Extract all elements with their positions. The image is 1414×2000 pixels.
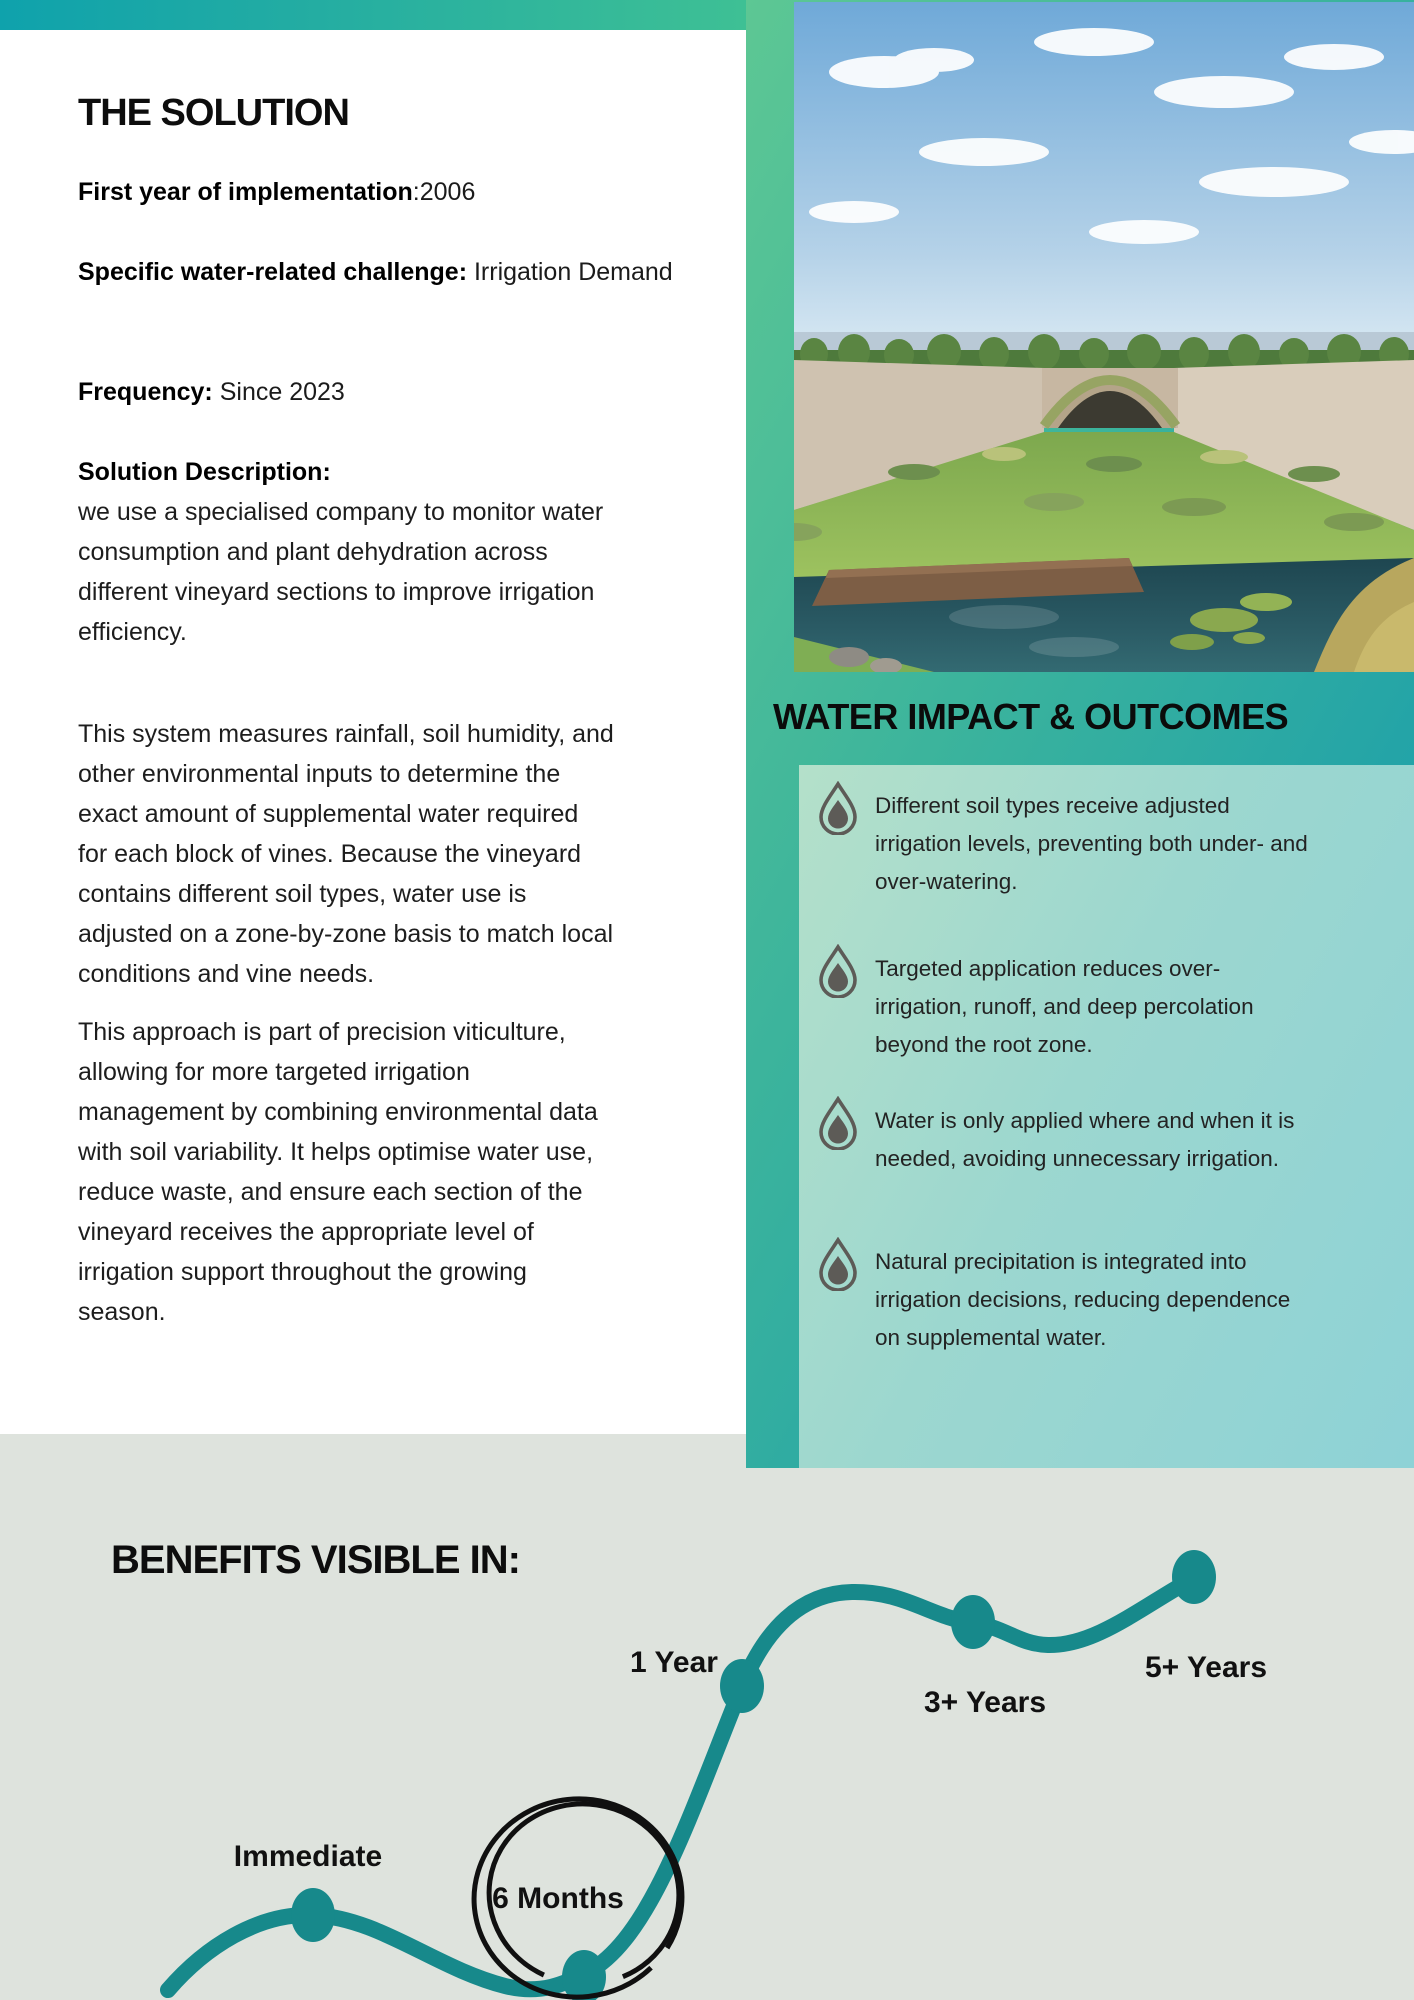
benefits-timeline — [0, 1434, 1414, 2000]
benefits-heading: BENEFITS VISIBLE IN: — [111, 1538, 520, 1582]
node-immediate — [291, 1888, 335, 1942]
impact-bullet-1 — [815, 787, 1400, 901]
impact-bullet-4 — [815, 1243, 1400, 1357]
challenge-label: Specific water-related challenge: — [78, 258, 468, 286]
challenge-value: Irrigation Demand — [467, 258, 673, 286]
first-year-label: First year of implementation — [78, 178, 413, 206]
frequency-label: Frequency: — [78, 378, 213, 406]
first-year-field — [78, 172, 723, 212]
water-drop-icon — [815, 1237, 861, 1291]
description-label: Solution Description: — [78, 458, 331, 486]
node-3-years — [951, 1595, 995, 1649]
frequency-value: Since 2023 — [212, 378, 345, 406]
water-drop-icon — [815, 1096, 861, 1150]
solution-title: THE SOLUTION — [78, 92, 349, 134]
node-5-years — [1172, 1550, 1216, 1604]
milestone-immediate: Immediate — [233, 1840, 383, 1873]
node-1-year — [720, 1659, 764, 1713]
impact-title: WATER IMPACT & OUTCOMES — [773, 696, 1289, 737]
milestone-1-year: 1 Year — [630, 1646, 718, 1679]
milestone-3-years: 3+ Years — [923, 1686, 1047, 1719]
milestone-6-months: 6 Months — [492, 1882, 624, 1915]
water-drop-icon — [815, 781, 861, 835]
impact-panel — [799, 765, 1414, 1468]
photo-arched-building — [1042, 368, 1178, 428]
solution-paragraph-3: This approach is part of precision viticulture, allowing for more targeted irrigation management by combining environmental data with soil variability. It helps optimise water use, reduce waste, and ensure each section of the vineyard receives the appropriate level of irrigation support throughout the growing season. — [78, 1018, 598, 1326]
solution-paragraph-2: This system measures rainfall, soil humidity, and other environmental inputs to determine the exact amount of supplemental water required for each block of vines. Because the vineyard contains different soil types, water use is adjusted on a zone-by-zone basis to match local conditions and vine needs. — [78, 720, 614, 988]
impact-bullet-text: Water is only applied where and when it is needed, avoiding unnecessary irrigation. — [875, 1108, 1295, 1171]
impact-bullet-3 — [815, 1102, 1400, 1178]
top-gradient-bar — [0, 0, 794, 30]
water-drop-icon — [815, 944, 861, 998]
impact-bullet-text: Different soil types receive adjusted irrigation levels, preventing both under- and over-watering. — [875, 793, 1308, 894]
timeline-nodes — [291, 1550, 1216, 2000]
impact-bullet-2 — [815, 950, 1400, 1064]
winery-aerial-photo — [794, 2, 1414, 672]
frequency-field — [78, 372, 723, 412]
impact-bullet-text: Natural precipitation is integrated into irrigation decisions, reducing dependence on supplemental water. — [875, 1249, 1291, 1350]
solution-paragraph-1: we use a specialised company to monitor water consumption and plant dehydration across different vineyard sections to improve irrigation efficiency. — [78, 498, 604, 646]
milestone-5-years: 5+ Years — [1144, 1651, 1268, 1684]
challenge-field — [78, 252, 723, 292]
impact-bullet-text: Targeted application reduces over- irrigation, runoff, and deep percolation beyond the root zone. — [875, 956, 1254, 1057]
first-year-value: :2006 — [412, 178, 476, 206]
